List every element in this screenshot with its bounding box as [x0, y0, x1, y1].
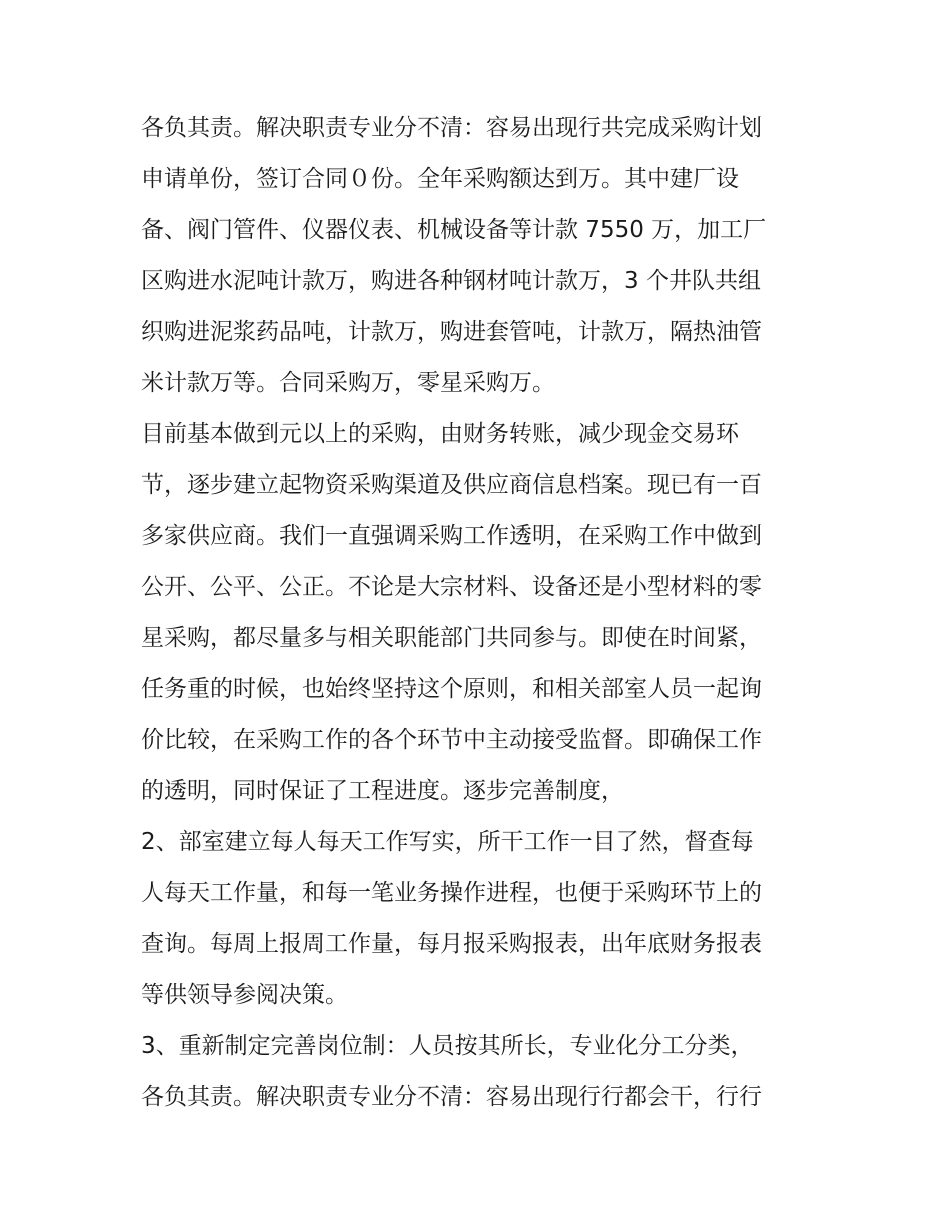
paragraph-daily-records: 2、部室建立每人每天工作写实，所干工作一目了然，督查每 人每天工作量，和每一笔业务操作进程，也便于采购环节上的 查询。每周上报周工作量，每月报采购报表，出年底财务报表 等供领导参阅决策。: [141, 829, 762, 1008]
document-body: [141, 103, 816, 1123]
paragraph-transparency: 目前基本做到元以上的采购，由财务转账，减少现金交易环 节，逐步建立起物资采购渠道及供应商信息档案。现已有一百 多家供应商。我们一直强调采购工作透明，在采购工作中做到 公开、公平、公正。不论是大宗材料、设备还是小型材料的零 星采购，都尽量多与相关职能部门共同参与。即使在时间紧， 任务重的时候，也始终坚持这个原则，和相关部室人员一起询 价比较，在采购工作的各个环节中主动接受监督。即确保工作 的透明，同时保证了工程进度。逐步完善制度，: [141, 421, 762, 804]
paragraph-procurement-summary: 各负其责。解决职责专业分不清：容易出现行共完成采购计划 申请单份，签订合同０份。全年采购额达到万。其中建厂设 备、阀门管件、仪器仪表、机械设备等计款 7550 万，加工厂 区购进水泥吨计款万，购进各种钢材吨计款万，3 个井队共组 织购进泥浆药品吨，计款万，购进套管吨，计款万，隔热油管 米计款万等。合同采购万，零星采购万。: [141, 115, 767, 396]
paragraph-post-system: 3、重新制定完善岗位制：人员按其所长，专业化分工分类， 各负其责。解决职责专业分不清：容易出现行行都会干，行行: [141, 1033, 762, 1110]
